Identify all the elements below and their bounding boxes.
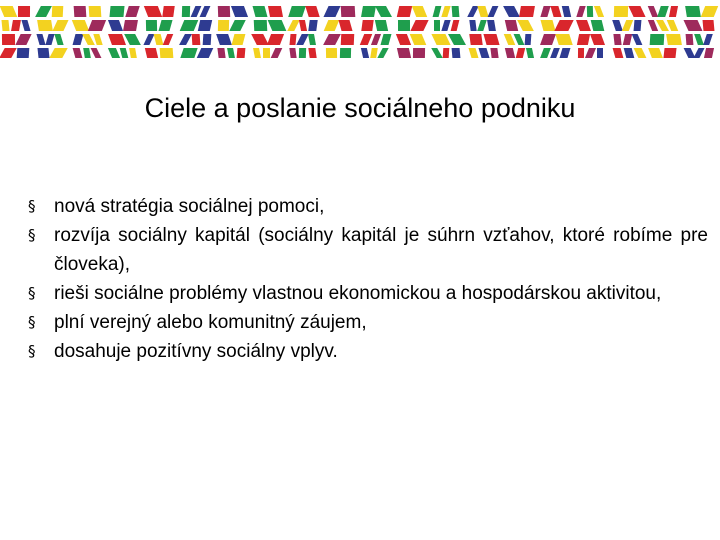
banner-tile — [49, 48, 67, 58]
banner-tile — [684, 48, 696, 58]
banner-tile — [296, 34, 309, 45]
banner-tile — [517, 20, 534, 31]
banner-tile — [271, 48, 283, 58]
bullet-list — [28, 192, 708, 366]
banner-tile — [54, 34, 63, 45]
banner-tile — [628, 6, 645, 17]
banner-tile — [590, 34, 605, 45]
bullet-text: plní verejný alebo komunitný záujem, — [54, 312, 367, 333]
banner-tile — [93, 34, 102, 45]
banner-tile — [179, 34, 192, 45]
banner-tile — [380, 34, 391, 45]
slide-title: Ciele a poslanie sociálneho podniku — [144, 93, 576, 123]
banner-tile — [656, 20, 669, 31]
banner-tile — [540, 20, 555, 31]
banner-tile — [431, 48, 443, 58]
bullet-item — [28, 308, 708, 337]
banner-tile — [477, 20, 487, 31]
banner-tile — [308, 34, 316, 45]
banner-tile — [452, 48, 461, 58]
banner-tile — [146, 20, 157, 31]
banner-tile — [289, 34, 296, 45]
bullet-icon: § — [28, 197, 36, 215]
banner-tile — [73, 48, 83, 58]
banner-tile — [613, 34, 621, 45]
banner-tile — [703, 34, 713, 45]
banner-tile — [490, 48, 498, 58]
banner-tile — [694, 34, 704, 45]
banner-tile — [203, 34, 212, 45]
banner-tile — [396, 34, 411, 45]
banner-tile — [703, 20, 715, 31]
banner-tile — [253, 6, 268, 17]
banner-tile — [52, 6, 64, 17]
banner-tile — [36, 34, 45, 45]
banner-tile — [143, 34, 154, 45]
banner-tile — [108, 20, 123, 31]
banner-tile — [648, 6, 659, 17]
banner-tile — [162, 6, 174, 17]
banner-tile — [555, 34, 572, 45]
banner-tile — [305, 6, 319, 17]
banner-tile — [612, 20, 623, 31]
banner-tile — [268, 6, 283, 17]
banner-tile — [540, 34, 556, 45]
banner-tile — [338, 20, 352, 31]
banner-tile — [323, 6, 340, 17]
banner-tile — [287, 20, 300, 31]
banner-tile — [198, 20, 212, 31]
banner-tile — [540, 6, 550, 17]
banner-tile — [1, 20, 9, 31]
banner-tile — [634, 48, 647, 58]
mosaic-banner-icon — [0, 0, 720, 62]
banner-tile — [251, 34, 269, 45]
banner-tile — [377, 48, 388, 58]
banner-tile — [398, 20, 410, 31]
banner-tile — [0, 48, 17, 58]
banner-tile — [144, 6, 162, 17]
banner-tile — [35, 6, 52, 17]
banner-tile — [37, 20, 53, 31]
banner-tile — [587, 6, 593, 17]
banner-tile — [576, 20, 591, 31]
banner-tile — [163, 34, 174, 45]
banner-tile — [89, 6, 102, 17]
banner-tile — [375, 20, 388, 31]
bullet-text: rieši sociálne problémy vlastnou ekonomickou a hospodárskou aktivitou, — [54, 283, 662, 304]
banner-tile — [477, 6, 488, 17]
banner-tile — [83, 48, 91, 58]
banner-tile — [622, 20, 633, 31]
banner-tile — [120, 48, 129, 58]
banner-tile — [701, 6, 718, 17]
banner-tile — [634, 20, 642, 31]
banner-tile — [108, 48, 120, 58]
bullet-icon: § — [28, 226, 36, 244]
banner-tile — [254, 20, 268, 31]
banner-tile — [197, 48, 214, 58]
banner-tile — [218, 6, 230, 17]
banner-tile — [17, 48, 30, 58]
banner-tile — [487, 20, 496, 31]
banner-tile — [413, 48, 425, 58]
banner-tile — [441, 20, 450, 31]
banner-tile — [216, 34, 232, 45]
banner-tile — [299, 48, 306, 58]
banner-tile — [11, 20, 21, 31]
banner-tile — [180, 48, 197, 58]
banner-tile — [88, 20, 106, 31]
banner-tile — [693, 48, 704, 58]
bullet-item — [28, 221, 708, 279]
banner-tile — [360, 34, 372, 45]
banner-tile — [0, 6, 17, 17]
banner-tile — [182, 6, 190, 17]
banner-tile — [267, 34, 284, 45]
banner-tile — [431, 34, 450, 45]
banner-tile — [624, 48, 635, 58]
banner-tile — [443, 48, 450, 58]
banner-tile — [686, 34, 694, 45]
banner-tile — [441, 6, 450, 17]
banner-tile — [576, 6, 585, 17]
banner-tile — [129, 48, 137, 58]
banner-tile — [341, 6, 356, 17]
banner-tile — [237, 48, 246, 58]
banner-tile — [45, 34, 54, 45]
banner-tile — [91, 48, 102, 58]
banner-tile — [191, 6, 202, 17]
banner-tile — [123, 20, 138, 31]
banner-tile — [433, 6, 442, 17]
bullet-text: dosahuje pozitívny sociálny vplyv. — [54, 341, 338, 362]
banner-tile — [124, 34, 141, 45]
banner-tile — [18, 6, 30, 17]
banner-tile — [452, 6, 460, 17]
banner-tile — [550, 48, 560, 58]
banner-tile — [21, 20, 30, 31]
banner-tile — [550, 6, 561, 17]
banner-tile — [434, 20, 440, 31]
banner-tile — [232, 34, 246, 45]
bullet-text: rozvíja sociálny kapitál (sociálny kapitál je súhrn vzťahov, ktoré robíme pre človeka), — [54, 225, 708, 275]
banner-tile — [591, 20, 605, 31]
banner-tile — [263, 48, 270, 58]
banner-tile — [326, 48, 337, 58]
banner-tile — [650, 34, 665, 45]
banner-tile — [74, 6, 87, 17]
banner-tile — [554, 20, 573, 31]
banner-tile — [73, 34, 84, 45]
banner-tile — [560, 48, 571, 58]
banner-tile — [526, 48, 534, 58]
bullet-text: nová stratégia sociálnej pomoci, — [54, 196, 325, 217]
banner-tile — [505, 48, 515, 58]
banner-tile — [160, 48, 174, 58]
banner-tile — [109, 6, 124, 17]
banner-tile — [361, 6, 376, 17]
banner-tile — [253, 48, 261, 58]
banner-tile — [516, 48, 525, 58]
banner-tile — [614, 6, 628, 17]
banner-tile — [451, 20, 460, 31]
banner-tile — [323, 34, 341, 45]
banner-tile — [540, 48, 551, 58]
banner-tile — [669, 6, 678, 17]
banner-tile — [505, 20, 518, 31]
banner-tile — [324, 20, 340, 31]
banner-tile — [288, 6, 306, 17]
banner-tile — [308, 48, 316, 58]
banner-tile — [229, 20, 246, 31]
banner-tile — [145, 48, 158, 58]
banner-tile — [514, 34, 525, 45]
banner-tile — [158, 20, 172, 31]
banner-tile — [683, 20, 702, 31]
banner-tile — [663, 48, 676, 58]
banner-tile — [397, 6, 412, 17]
banner-tile — [192, 34, 201, 45]
banner-tile — [52, 20, 68, 31]
bullet-icon: § — [28, 284, 36, 302]
banner-tile — [467, 6, 479, 17]
banner-tile — [504, 34, 516, 45]
banner-tile — [341, 34, 354, 45]
banner-tile — [648, 20, 658, 31]
banner-tile — [469, 34, 482, 45]
bullet-icon: § — [28, 313, 36, 331]
banner-tile — [468, 48, 478, 58]
banner-tile — [632, 34, 643, 45]
banner-tile — [217, 48, 225, 58]
banner-tile — [375, 6, 392, 17]
banner-tile — [578, 48, 584, 58]
banner-tile — [361, 48, 369, 58]
banner-tile — [666, 34, 682, 45]
banner-tile — [623, 34, 632, 45]
banner-tile — [180, 20, 199, 31]
banner-tile — [289, 48, 296, 58]
banner-tile — [370, 48, 378, 58]
decorative-banner — [0, 0, 720, 62]
banner-tile — [308, 20, 317, 31]
banner-tile — [519, 6, 535, 17]
banner-tile — [562, 6, 571, 17]
banner-tile — [227, 48, 235, 58]
banner-tile — [594, 6, 604, 17]
banner-tile — [412, 6, 428, 17]
banner-tile — [577, 34, 590, 45]
banner-tile — [37, 48, 49, 58]
banner-tile — [125, 6, 140, 17]
banner-tile — [667, 20, 679, 31]
banner-tile — [410, 20, 428, 31]
banner-tile — [704, 48, 714, 58]
banner-tile — [525, 34, 532, 45]
bullet-item — [28, 337, 708, 366]
banner-tile — [2, 34, 15, 45]
banner-tile — [361, 20, 373, 31]
banner-tile — [597, 48, 603, 58]
banner-tile — [231, 6, 248, 17]
banner-tile — [268, 20, 287, 31]
bullet-icon: § — [28, 342, 36, 360]
banner-tile — [108, 34, 126, 45]
banner-tile — [483, 34, 499, 45]
banner-tile — [371, 34, 381, 45]
banner-tile — [613, 48, 624, 58]
banner-tile — [448, 34, 466, 45]
banner-tile — [657, 6, 669, 17]
banner-tile — [685, 6, 701, 17]
banner-tile — [340, 48, 351, 58]
banner-tile — [488, 6, 499, 17]
banner-tile — [299, 20, 307, 31]
banner-tile — [648, 48, 663, 58]
banner-tile — [72, 20, 89, 31]
banner-tile — [585, 48, 596, 58]
banner-tile — [200, 6, 211, 17]
bullet-item — [28, 279, 708, 308]
banner-tile — [154, 34, 164, 45]
banner-tile — [469, 20, 476, 31]
banner-tile — [397, 48, 411, 58]
banner-tile — [218, 20, 229, 31]
banner-tile — [478, 48, 489, 58]
banner-tile — [15, 34, 31, 45]
banner-tile — [410, 34, 427, 45]
banner-tile — [82, 34, 95, 45]
banner-tile — [503, 6, 520, 17]
bullet-item — [28, 192, 708, 221]
